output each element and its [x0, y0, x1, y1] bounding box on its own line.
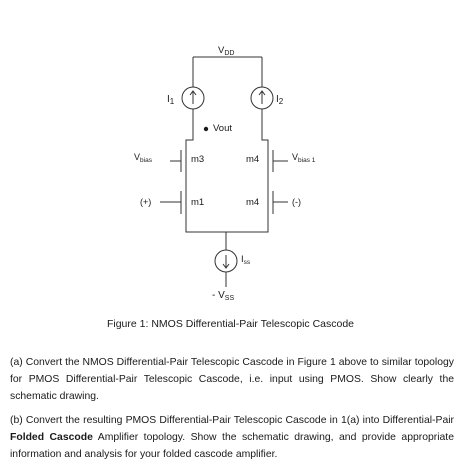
- i2-label: $I_2$: [276, 94, 284, 106]
- transistor-m4-bottom: [268, 191, 288, 214]
- transistor-m3: [170, 150, 186, 172]
- figure-caption: Figure 1: NMOS Differential-Pair Telescopic Cascode: [106, 318, 355, 330]
- question-b-text-2: Amplifier topology. Show the schematic drawing, and provide appropriate information and analysis for your folded cascode amplifier.: [10, 432, 454, 461]
- question-b-text-1: (b) Convert the resulting PMOS Differential-Pair Telescopic Cascode in 1(a) into Differential-Pair: [10, 415, 454, 426]
- vout-node: [204, 127, 208, 131]
- input-minus-label: (-): [292, 197, 301, 207]
- vout-label: Vout: [213, 123, 233, 134]
- transistor-m1: [160, 191, 186, 214]
- input-plus-label: (+): [140, 197, 152, 207]
- m4-bottom-label: m4: [246, 197, 260, 208]
- vbias-right-label: $V_{bias 1}$: [292, 152, 316, 164]
- m1-label: m1: [191, 197, 205, 208]
- vbias-left-label: $V_{bias}$: [134, 152, 152, 164]
- vss-label: - $V_{SS}$: [212, 290, 235, 302]
- transistor-m4-top: [268, 150, 288, 172]
- m4-top-label: m4: [246, 154, 260, 165]
- question-b-bold: Folded Cascode: [10, 432, 93, 444]
- m3-label: m3: [191, 154, 205, 165]
- vdd-label: $V_{DD}$: [218, 45, 235, 57]
- iss-label: $I_{ss}$: [241, 254, 251, 266]
- question-b: [10, 412, 454, 464]
- question-a: (a) Convert the NMOS Differential-Pair Telescopic Cascode in Figure 1 above to similar topology for PMOS Differential-Pair Telescopic Cascode, i.e. input using PMOS. Show clearly the schematic drawing.: [10, 357, 454, 403]
- i1-label: $I_1$: [167, 94, 175, 106]
